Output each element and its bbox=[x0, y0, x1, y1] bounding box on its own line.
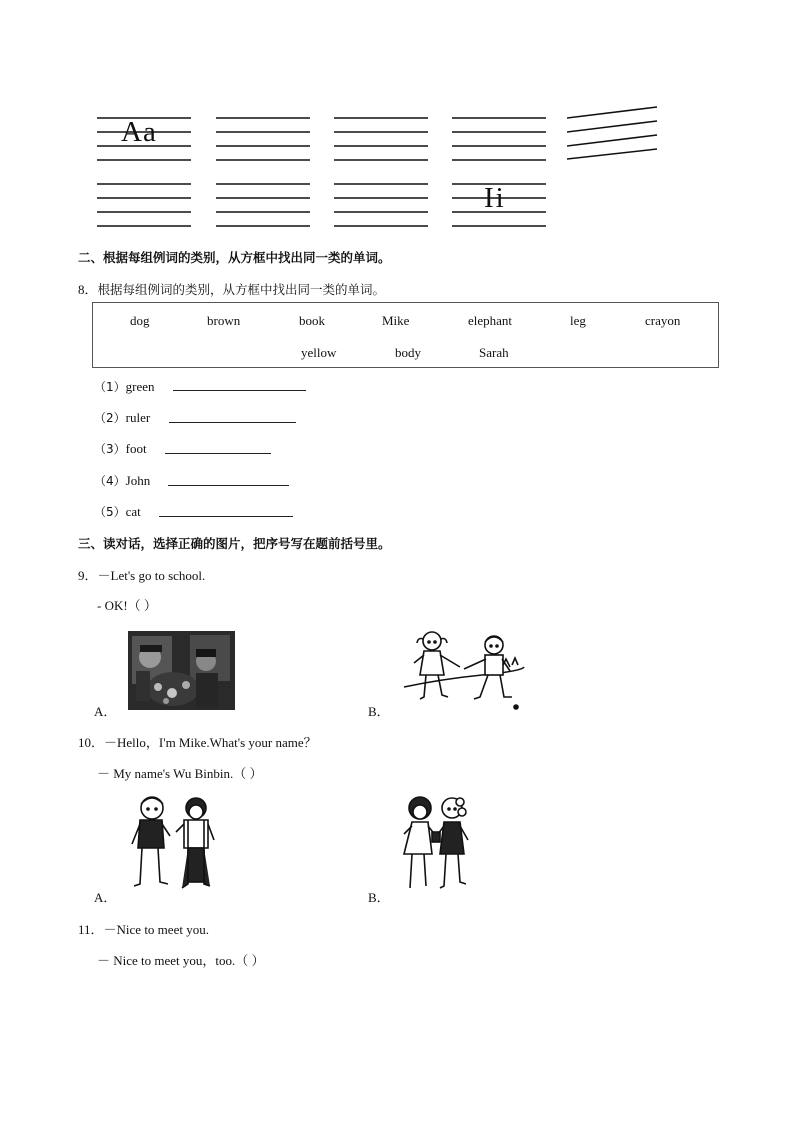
example-word: green bbox=[125, 379, 155, 394]
picture-q10-b[interactable] bbox=[400, 794, 474, 894]
writing-lines-row2-1 bbox=[97, 182, 191, 226]
word-bank-item: body bbox=[395, 345, 421, 360]
question-8-prompt bbox=[78, 279, 385, 298]
section-heading-2: 二、根据每组例词的类别，从方框中找出同一类的单词。 bbox=[78, 250, 391, 265]
model-letters-aa: Aa bbox=[121, 116, 157, 148]
four-line-staff bbox=[216, 116, 310, 162]
answer-blank-4[interactable] bbox=[168, 485, 289, 486]
question-number: 8． bbox=[78, 282, 98, 297]
answer-row-4 bbox=[94, 472, 150, 489]
writing-lines-row1-2 bbox=[216, 116, 310, 160]
item-number: （3） bbox=[94, 442, 126, 456]
question-text: 根据每组例词的类别，从方框中找出同一类的单词。 bbox=[97, 282, 386, 297]
word-bank-item: crayon bbox=[645, 313, 681, 328]
four-line-staff bbox=[452, 116, 546, 162]
word-bank-item: yellow bbox=[301, 345, 337, 360]
option-b-label: B． bbox=[368, 704, 390, 719]
question-9-line2: - OK!（ ） bbox=[97, 598, 157, 613]
writing-lines-row1-4 bbox=[452, 116, 546, 160]
writing-lines-row2-3 bbox=[334, 182, 428, 226]
question-10-line1 bbox=[78, 732, 317, 751]
question-number: 10． bbox=[78, 735, 105, 750]
section-heading-3: 三、读对话，选择正确的图片，把序号写在题前括号里。 bbox=[78, 536, 391, 551]
word-bank-item: Mike bbox=[382, 313, 410, 328]
answer-row-3 bbox=[94, 440, 147, 457]
two-girls-walking-icon bbox=[400, 794, 474, 894]
writing-lines-row1-5 bbox=[567, 104, 661, 160]
model-letters-ii: Ii bbox=[484, 182, 506, 214]
example-word: ruler bbox=[125, 410, 151, 425]
answer-row-2 bbox=[94, 409, 150, 426]
writing-lines-row2-2 bbox=[216, 182, 310, 226]
question-11-line2: － Nice to meet you，too.（ ） bbox=[97, 953, 265, 968]
answer-row-5 bbox=[94, 503, 141, 520]
word-bank-item: brown bbox=[207, 313, 241, 328]
four-line-staff-tilted bbox=[567, 104, 661, 160]
item-number: （1） bbox=[94, 380, 126, 394]
answer-blank-2[interactable] bbox=[169, 422, 296, 423]
answer-blank-3[interactable] bbox=[165, 453, 271, 454]
question-number: 11． bbox=[78, 922, 104, 937]
question-9-line1 bbox=[78, 565, 205, 584]
dialogue-line: －Hello，I'm Mike.What's your name？ bbox=[104, 735, 317, 750]
option-b-label: B． bbox=[368, 890, 390, 905]
two-boys-greeting-icon bbox=[126, 794, 218, 894]
four-line-staff bbox=[97, 182, 191, 228]
example-word: John bbox=[125, 473, 151, 488]
four-line-staff bbox=[216, 182, 310, 228]
picture-q10-a[interactable] bbox=[126, 794, 218, 894]
writing-lines-row1-1 bbox=[97, 116, 191, 160]
dialogue-line: －Let's go to school. bbox=[97, 568, 206, 583]
answer-blank-5[interactable] bbox=[159, 516, 293, 517]
picture-q9-b[interactable] bbox=[402, 627, 526, 713]
word-bank-item: dog bbox=[130, 313, 150, 328]
option-a-label: A． bbox=[94, 704, 117, 719]
writing-lines-row2-4 bbox=[452, 182, 546, 226]
word-bank-item: leg bbox=[570, 313, 586, 328]
question-11-line1 bbox=[78, 919, 209, 938]
example-word: foot bbox=[125, 441, 147, 456]
four-line-staff bbox=[334, 182, 428, 228]
word-bank-item: elephant bbox=[468, 313, 513, 328]
word-bank-item: book bbox=[299, 313, 325, 328]
picture-q9-a[interactable] bbox=[128, 631, 235, 710]
item-number: （2） bbox=[94, 411, 126, 425]
word-bank-item: Sarah bbox=[479, 345, 509, 360]
item-number: （4） bbox=[94, 474, 126, 488]
question-10-line2: － My name's Wu Binbin.（ ） bbox=[97, 766, 263, 781]
dialogue-line: －Nice to meet you. bbox=[103, 922, 209, 937]
word-bank-box bbox=[92, 302, 719, 368]
four-line-staff bbox=[334, 116, 428, 162]
two-children-photo-icon bbox=[128, 631, 235, 710]
example-word: cat bbox=[125, 504, 141, 519]
option-a-label: A． bbox=[94, 890, 117, 905]
children-walking-icon bbox=[402, 627, 526, 713]
question-number: 9． bbox=[78, 568, 98, 583]
answer-blank-1[interactable] bbox=[173, 390, 306, 391]
answer-row-1 bbox=[94, 378, 155, 395]
item-number: （5） bbox=[94, 505, 126, 519]
writing-lines-row1-3 bbox=[334, 116, 428, 160]
